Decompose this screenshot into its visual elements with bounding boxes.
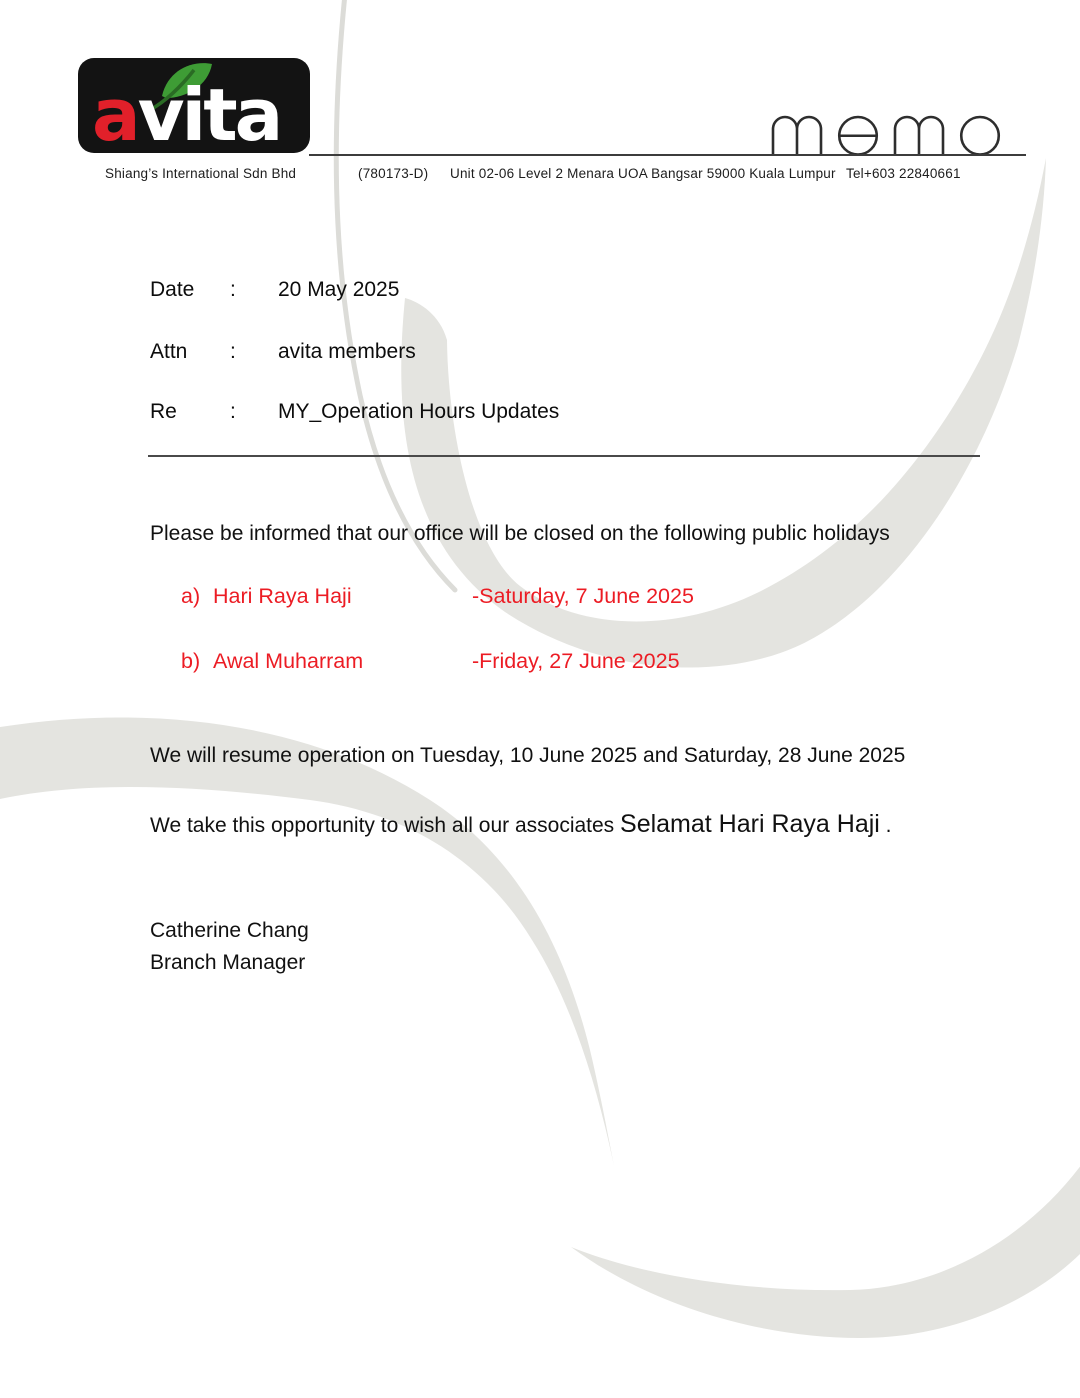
holiday-item-a — [181, 584, 694, 609]
logo-wordmark — [92, 73, 280, 153]
holiday-b-marker: b) — [181, 649, 201, 673]
meta-row-re — [150, 400, 559, 424]
header-rule — [309, 154, 1026, 156]
memo-letter-o — [961, 117, 999, 155]
avita-logo — [78, 58, 310, 153]
logo-letter-a: a — [92, 73, 138, 153]
wish-paragraph — [150, 810, 892, 839]
company-name: Shiang’s International Sdn Bhd — [105, 166, 297, 181]
memo-letter-m1 — [773, 117, 821, 155]
re-label: Re — [150, 400, 177, 423]
memo-letter-m2 — [895, 117, 943, 155]
holiday-b-name: Awal Muharram — [213, 649, 364, 673]
company-info-row — [0, 166, 1080, 186]
holiday-item-b — [181, 649, 680, 674]
wish-prefix: We take this opportunity to wish all our associates — [150, 814, 621, 837]
signature-block — [150, 915, 309, 979]
holiday-b-date: -Friday, 27 June 2025 — [472, 649, 680, 673]
company-address: Unit 02-06 Level 2 Menara UOA Bangsar 59000 Kuala Lumpur — [450, 166, 836, 181]
holiday-a-name: Hari Raya Haji — [213, 584, 352, 608]
holiday-a-marker: a) — [181, 584, 201, 608]
intro-paragraph: Please be informed that our office will be closed on the following public holidays — [150, 522, 890, 545]
attn-label: Attn — [150, 340, 188, 363]
date-value: 20 May 2025 — [278, 278, 400, 301]
company-phone: Tel+603 22840661 — [846, 166, 961, 181]
section-separator-rule — [148, 455, 980, 457]
attn-colon: : — [230, 340, 236, 363]
wish-highlight: Selamat Hari Raya Haji — [620, 810, 880, 838]
signature-name: Catherine Chang — [150, 919, 309, 942]
memo-logotype — [765, 112, 1010, 158]
resume-paragraph: We will resume operation on Tuesday, 10 June 2025 and Saturday, 28 June 2025 — [150, 744, 906, 767]
meta-row-attn — [150, 340, 416, 364]
meta-row-date — [150, 278, 399, 302]
holiday-a-date: -Saturday, 7 June 2025 — [472, 584, 694, 608]
wish-suffix: . — [879, 814, 892, 837]
re-colon: : — [230, 400, 236, 423]
company-reg-no: (780173-D) — [358, 166, 429, 181]
logo-letters-vita: vita — [137, 73, 281, 153]
re-value: MY_Operation Hours Updates — [278, 400, 560, 423]
signature-title: Branch Manager — [150, 951, 306, 974]
date-colon: : — [230, 278, 236, 301]
date-label: Date — [150, 278, 195, 301]
attn-value: avita members — [278, 340, 416, 363]
